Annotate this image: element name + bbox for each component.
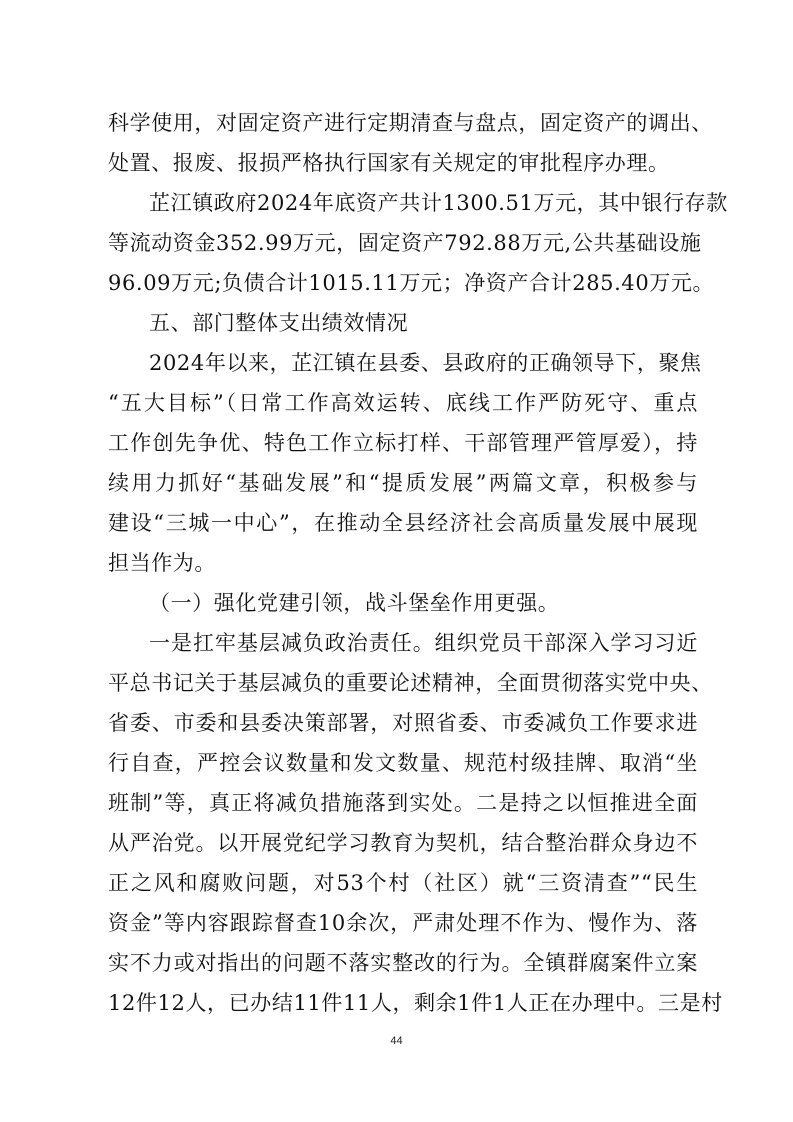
text-line: 2024年以来，芷江镇在县委、县政府的正确领导下，聚焦 xyxy=(149,351,702,375)
text-line: 芷江镇政府2024年底资产共计1300.51万元，其中银行存款 xyxy=(149,191,728,215)
text-line: 建设“三城一中心”，在推动全县经济社会高质量发展中展现 xyxy=(108,511,698,535)
text-line: 处置、报废、报损严格执行国家有关规定的审批程序办理。 xyxy=(108,151,670,175)
subsection-heading: （一）强化党建引领，战斗堡垒作用更强。 xyxy=(149,591,560,615)
section-heading: 五、部门整体支出绩效情况 xyxy=(149,311,409,335)
text-line: 平总书记关于基层减负的重要论述精神，全面贯彻落实党中央、 xyxy=(108,671,713,695)
text-line: 担当作为。 xyxy=(108,551,216,575)
text-line: 省委、市委和县委决策部署，对照省委、市委减负工作要求进 xyxy=(108,711,698,735)
text-line: 科学使用，对固定资产进行定期清查与盘点，固定资产的调出、 xyxy=(108,111,713,135)
text-line: 等流动资金352.99万元，固定资产792.88万元,公共基础设施 xyxy=(108,231,702,255)
text-line: 工作创先争优、特色工作立标打样、干部管理严管厚爱），持 xyxy=(108,431,698,455)
text-line: 12件12人，已办结11件11人，剩余1件1人正在办理中。三是村 xyxy=(108,991,723,1015)
text-line: 班制”等，真正将减负措施落到实处。二是持之以恒推进全面 xyxy=(108,791,698,815)
text-line: 一是扛牢基层减负政治责任。组织党员干部深入学习习近 xyxy=(149,631,698,655)
text-line: 正之风和腐败问题，对53个村（社区）就“三资清查”“民生 xyxy=(108,871,698,895)
text-line: 实不力或对指出的问题不落实整改的行为。全镇群腐案件立案 xyxy=(108,951,698,975)
text-line: 资金”等内容跟踪督查10余次，严肃处理不作为、慢作为、落 xyxy=(108,911,698,935)
page-number: 44 xyxy=(390,1035,403,1047)
text-line: 行自查，严控会议数量和发文数量、规范村级挂牌、取消“坐 xyxy=(108,751,698,775)
text-line: 96.09万元;负债合计1015.11万元；净资产合计285.40万元。 xyxy=(108,271,715,295)
text-line: 续用力抓好“基础发展”和“提质发展”两篇文章，积极参与 xyxy=(108,471,698,495)
text-line: 从严治党。以开展党纪学习教育为契机，结合整治群众身边不 xyxy=(108,831,698,855)
text-line: “五大目标”（日常工作高效运转、底线工作严防死守、重点 xyxy=(108,391,698,415)
